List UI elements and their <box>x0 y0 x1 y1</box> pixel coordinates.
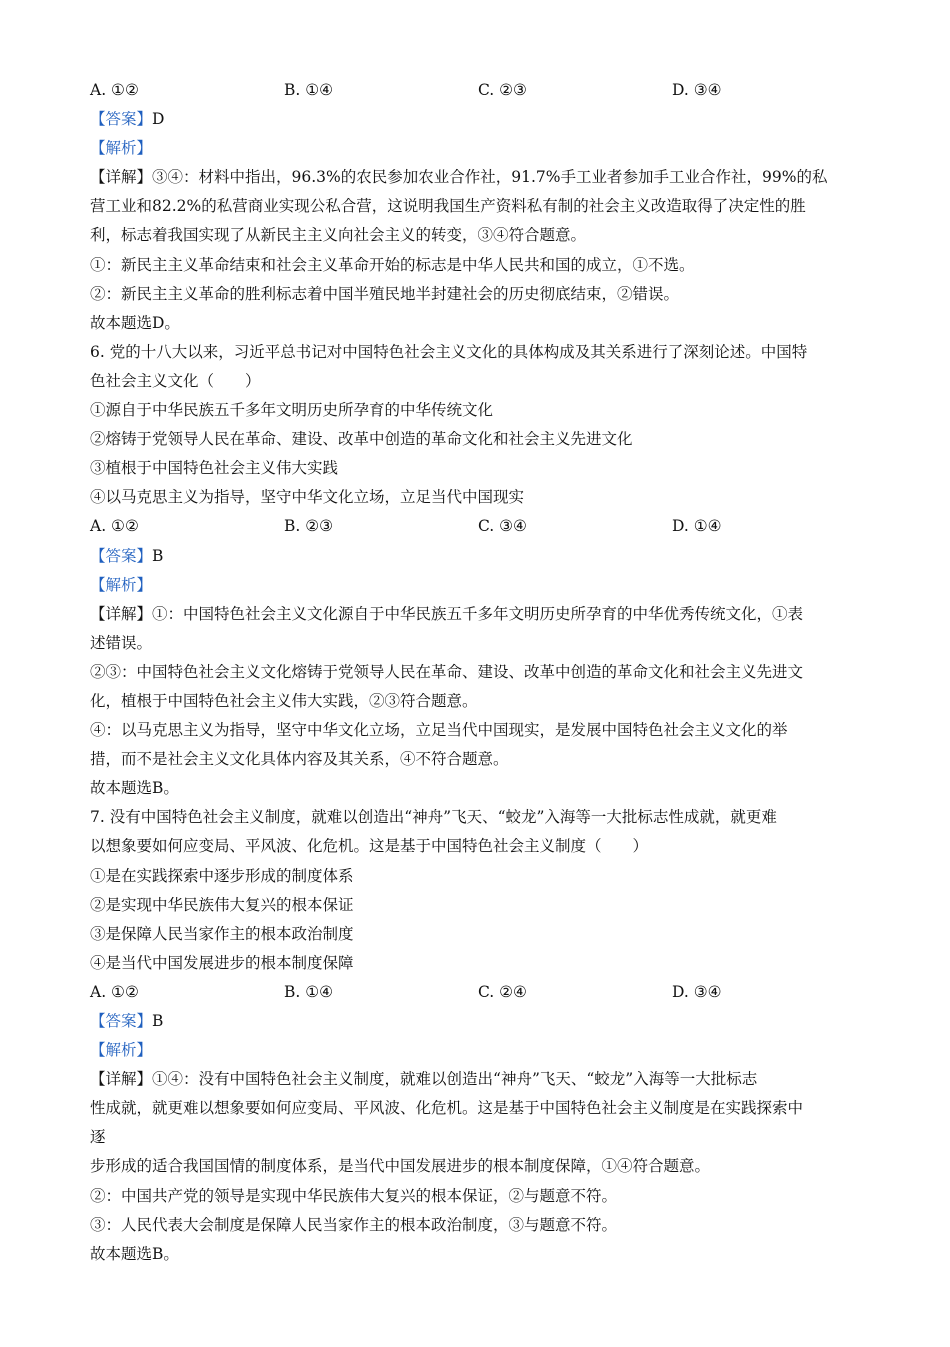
q6-option-b: B. ②③ <box>284 517 334 536</box>
q5-detail-line-2: 营工业和82.2%的私营商业实现公私合营，这说明我国生产资料私有制的社会主义改造取得了决定性的胜 <box>90 197 806 216</box>
q7-detail-line-3: 逐 <box>90 1128 106 1147</box>
answer-value: B <box>152 1012 164 1030</box>
q5-note-1: ①：新民主主义革命结束和社会主义革命开始的标志是中华人民共和国的成立，①不选。 <box>90 255 695 274</box>
q7-stem-line-2: 以想象要如何应变局、平风波、化危机。这是基于中国特色社会主义制度（ ） <box>90 837 649 856</box>
q6-option-d: D. ①④ <box>672 517 722 536</box>
q7-analysis-tag: 【解析】 <box>90 1041 153 1060</box>
answer-tag: 【答案】 <box>90 546 153 565</box>
q6-item-2: ②熔铸于党领导人民在革命、建设、改革中创造的革命文化和社会主义先进文化 <box>90 430 633 449</box>
q7-detail-line-1 <box>90 1065 870 1094</box>
q7-detail-line-4: 步形成的适合我国国情的制度体系，是当代中国发展进步的根本制度保障，①④符合题意。 <box>90 1157 711 1176</box>
q5-note-2: ②：新民主主义革命的胜利标志着中国半殖民地半封建社会的历史彻底结束，②错误。 <box>90 284 680 303</box>
detail-tag: 【详解】 <box>90 1070 153 1089</box>
q5-detail-line-1 <box>90 163 870 192</box>
answer-tag: 【答案】 <box>90 1012 153 1030</box>
q5-option-c: C. ②③ <box>478 81 527 99</box>
detail-text: ①④：没有中国特色社会主义制度，就难以创造出“神舟”飞天、“蛟龙”入海等一大批标志 <box>152 1070 758 1089</box>
q6-item-1: ①源自于中华民族五千多年文明历史所孕育的中华传统文化 <box>90 401 494 420</box>
detail-text: ③④：材料中指出，96.3%的农民参加农业合作社，91.7%手工业者参加手工业合作社，99%的私 <box>152 168 828 187</box>
q7-item-1: ①是在实践探索中逐步形成的制度体系 <box>90 866 354 885</box>
q6-detail-line-1 <box>90 600 870 629</box>
q7-detail-line-5: ②：中国共产党的领导是实现中华民族伟大复兴的根本保证，②与题意不符。 <box>90 1186 618 1205</box>
q6-item-3: ③植根于中国特色社会主义伟大实践 <box>90 459 339 478</box>
q5-option-d: D. ③④ <box>672 81 722 99</box>
q6-options <box>90 512 870 541</box>
q6-stem-line-2: 色社会主义文化（ ） <box>90 371 261 390</box>
q7-option-c: C. ②④ <box>478 982 527 1001</box>
q6-answer <box>90 542 870 571</box>
q7-conclusion: 故本题选B。 <box>90 1244 179 1263</box>
answer-value: B <box>152 546 164 565</box>
q7-detail-line-2: 性成就，就更难以想象要如何应变局、平风波、化危机。这是基于中国特色社会主义制度是在实践探索中 <box>90 1099 804 1118</box>
q5-option-b: B. ①④ <box>284 81 334 99</box>
q7-stem-line-1: 7. 没有中国特色社会主义制度，就难以创造出“神舟”飞天、“蛟龙”入海等一大批标志性成就，就更难 <box>90 808 777 827</box>
q6-stem-line-1: 6. 党的十八大以来，习近平总书记对中国特色社会主义文化的具体构成及其关系进行了深刻论述。中国特 <box>90 342 808 361</box>
q7-detail-line-6: ③：人民代表大会制度是保障人民当家作主的根本政治制度，③与题意不符。 <box>90 1215 618 1234</box>
q5-answer <box>90 105 870 134</box>
q6-option-a: A. ①② <box>90 517 139 536</box>
q6-detail-line-3: ②③：中国特色社会主义文化熔铸于党领导人民在革命、建设、改革中创造的革命文化和社会主义先进文 <box>90 662 804 681</box>
detail-tag: 【详解】 <box>90 604 153 623</box>
q7-item-4: ④是当代中国发展进步的根本制度保障 <box>90 953 354 972</box>
q7-option-a: A. ①② <box>90 982 139 1001</box>
q5-options <box>90 76 870 105</box>
q5-detail-line-3: 利，标志着我国实现了从新民主主义向社会主义的转变，③④符合题意。 <box>90 226 587 245</box>
document-page <box>90 76 870 1269</box>
q7-item-3: ③是保障人民当家作主的根本政治制度 <box>90 924 354 943</box>
q7-options <box>90 978 870 1007</box>
q5-conclusion: 故本题选D。 <box>90 313 180 332</box>
q6-detail-line-5: ④：以马克思主义为指导，坚守中华文化立场，立足当代中国现实，是发展中国特色社会主义文化的举 <box>90 721 788 740</box>
q5-option-a: A. ①② <box>90 81 139 99</box>
q6-option-c: C. ③④ <box>478 517 527 536</box>
q7-answer <box>90 1007 870 1036</box>
q7-option-b: B. ①④ <box>284 982 334 1001</box>
q6-detail-line-6: 措，而不是社会主义文化具体内容及其关系，④不符合题意。 <box>90 750 509 769</box>
detail-text: ①：中国特色社会主义文化源自于中华民族五千多年文明历史所孕育的中华优秀传统文化，①表 <box>152 604 804 623</box>
detail-tag: 【详解】 <box>90 168 153 187</box>
answer-tag: 【答案】 <box>90 110 153 129</box>
q6-item-4: ④以马克思主义为指导，坚守中华文化立场，立足当代中国现实 <box>90 488 525 507</box>
q6-analysis-tag: 【解析】 <box>90 575 153 594</box>
q7-option-d: D. ③④ <box>672 982 722 1001</box>
q7-item-2: ②是实现中华民族伟大复兴的根本保证 <box>90 895 354 914</box>
q6-detail-line-2: 述错误。 <box>90 633 153 652</box>
q6-conclusion: 故本题选B。 <box>90 779 179 798</box>
answer-value: D <box>152 110 165 129</box>
q5-analysis-tag: 【解析】 <box>90 139 153 158</box>
q6-detail-line-4: 化，植根于中国特色社会主义伟大实践，②③符合题意。 <box>90 691 478 710</box>
